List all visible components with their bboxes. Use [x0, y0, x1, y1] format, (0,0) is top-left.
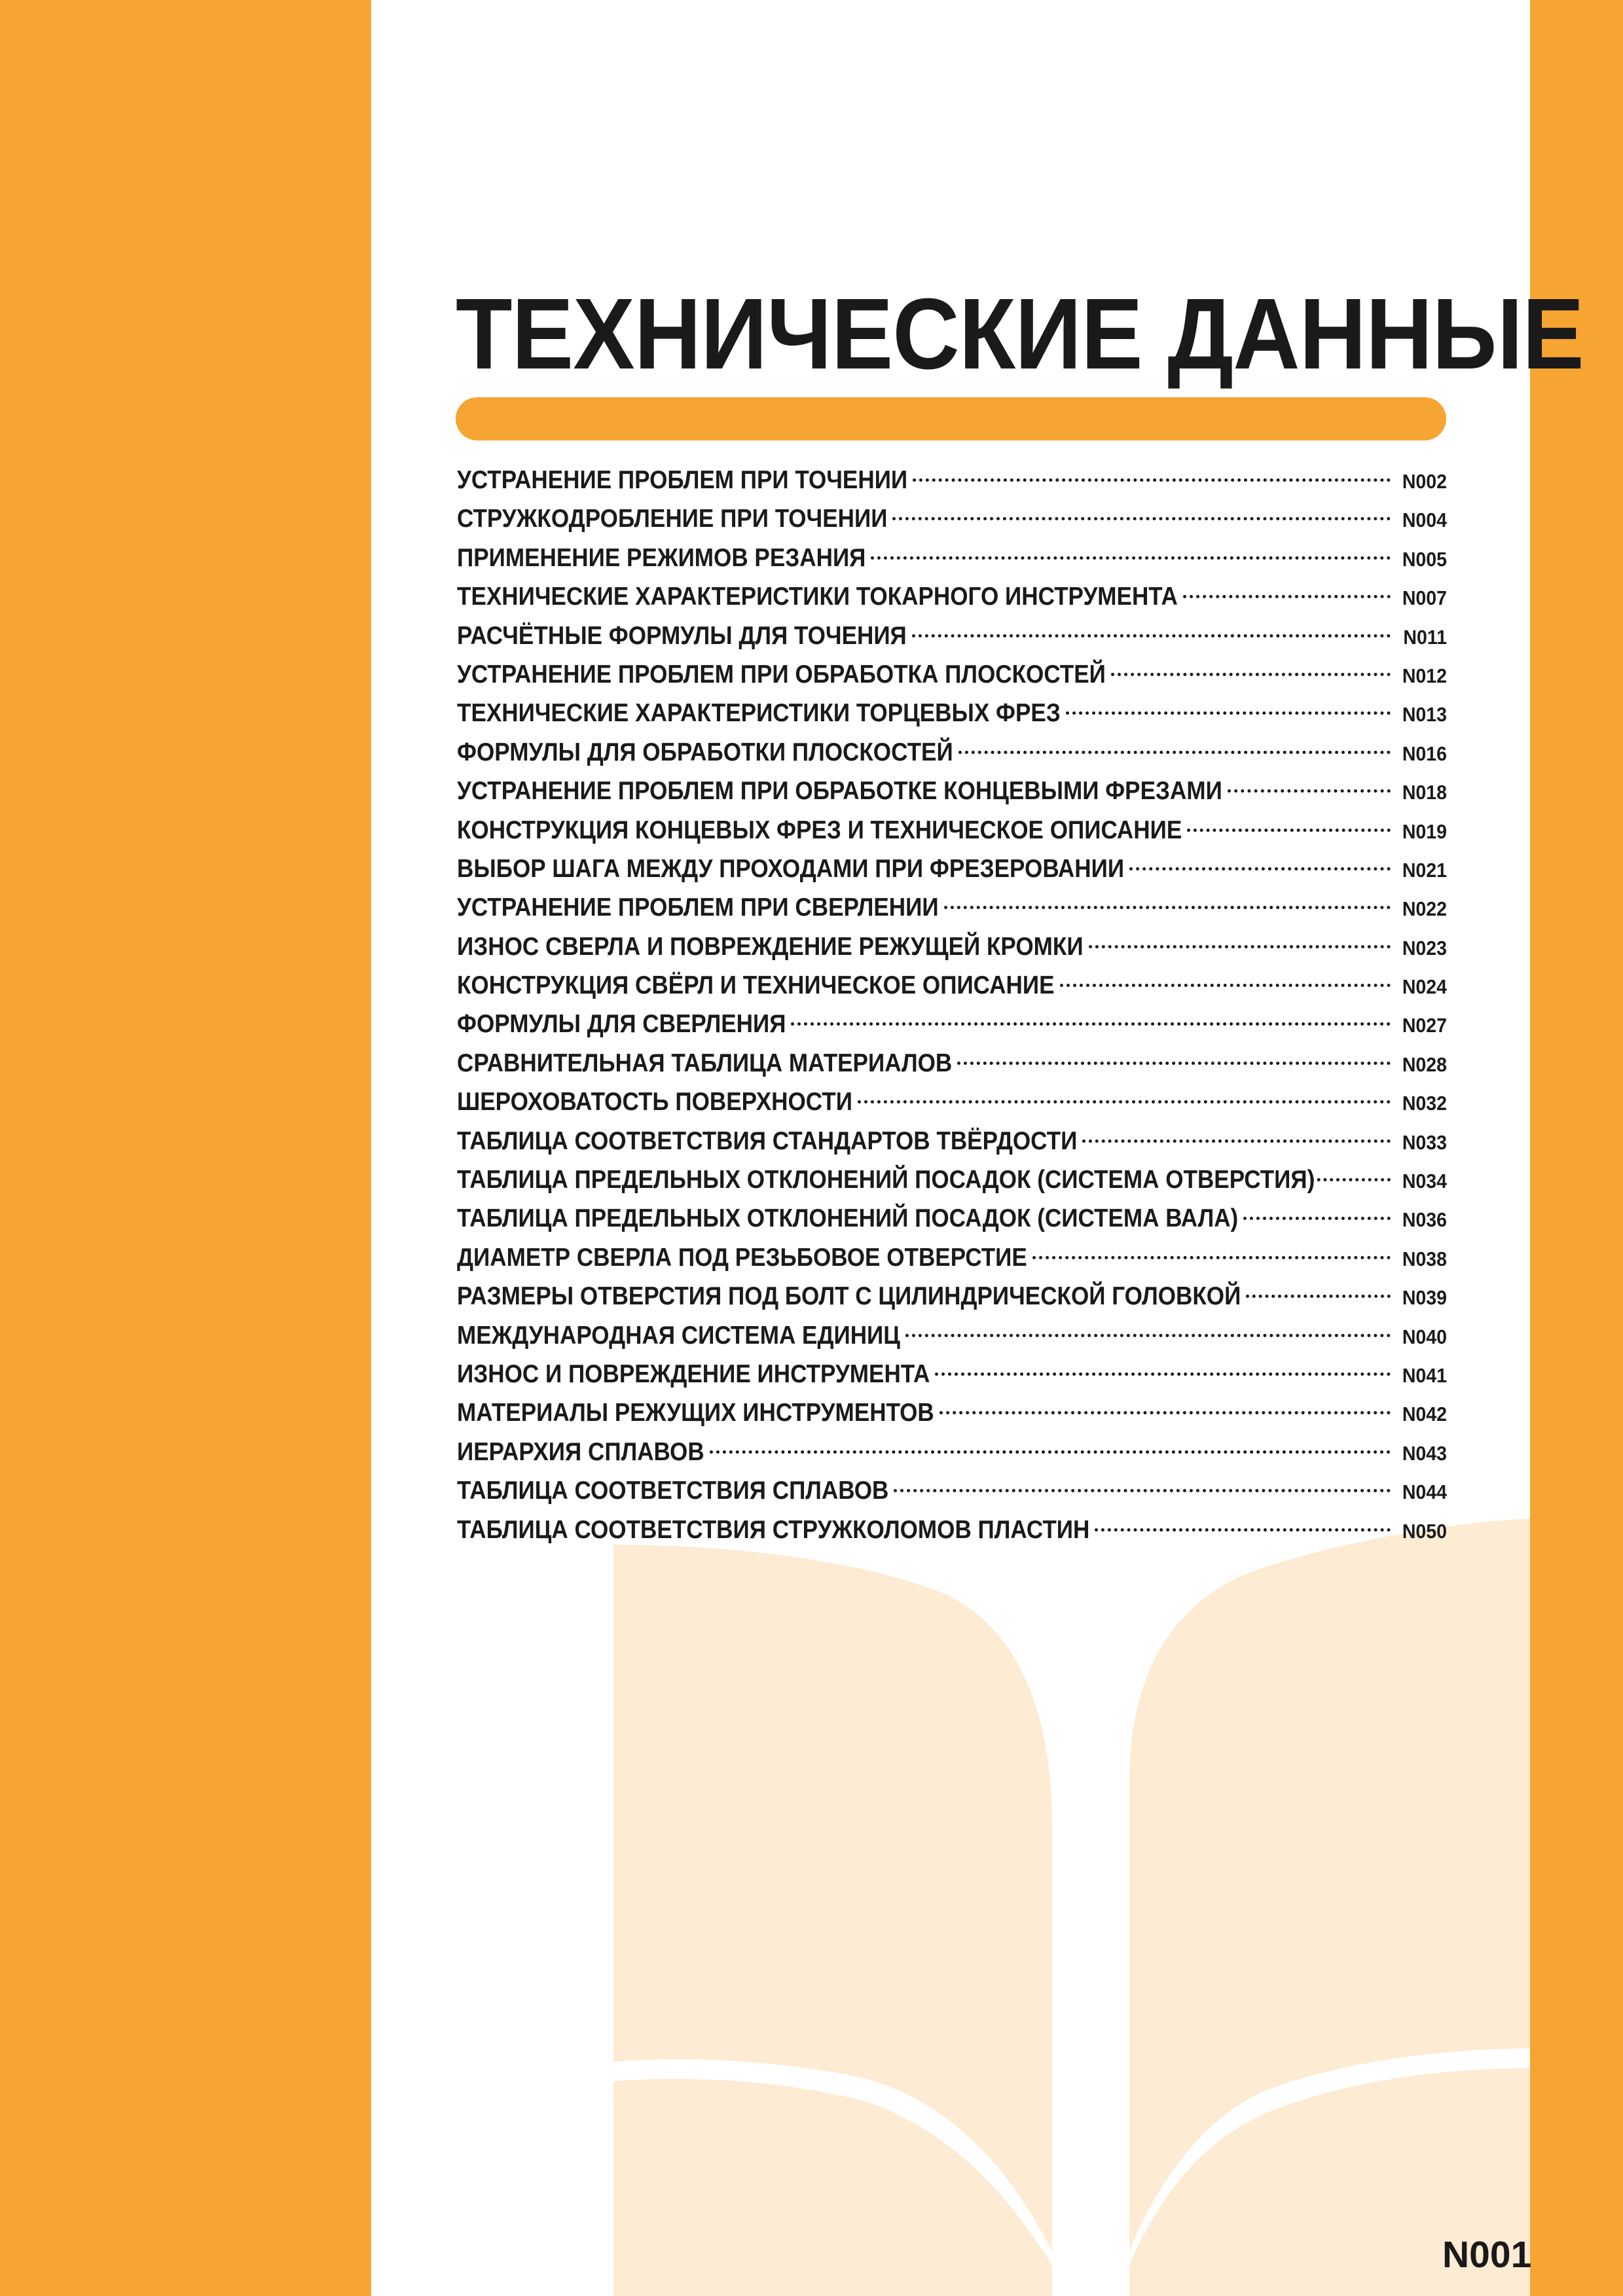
toc-entry[interactable] — [457, 1355, 1447, 1393]
book-gutter — [1052, 1505, 1129, 2296]
toc-entry-page: N002 — [1402, 470, 1447, 493]
toc-entry[interactable] — [457, 539, 1447, 577]
toc-dot-leader — [958, 751, 1391, 754]
toc-entry-page: N024 — [1402, 975, 1447, 999]
left-accent-bar — [0, 0, 371, 2296]
toc-entry[interactable] — [457, 499, 1447, 538]
toc-entry-label: ПРИМЕНЕНИЕ РЕЖИМОВ РЕЗАНИЯ — [457, 543, 866, 572]
toc-entry[interactable] — [457, 1277, 1447, 1316]
toc-entry-page: N032 — [1402, 1092, 1447, 1115]
toc-entry-label: УСТРАНЕНИЕ ПРОБЛЕМ ПРИ ТОЧЕНИИ — [457, 466, 908, 494]
toc-dot-leader — [871, 556, 1391, 560]
toc-entry[interactable] — [457, 461, 1447, 499]
toc-entry-page: N036 — [1402, 1208, 1447, 1232]
toc-entry-label: ТАБЛИЦА СООТВЕТСТВИЯ СТРУЖКОЛОМОВ ПЛАСТИН — [457, 1515, 1090, 1544]
toc-dot-leader — [912, 634, 1391, 637]
toc-entry-label: ТАБЛИЦА ПРЕДЕЛЬНЫХ ОТКЛОНЕНИЙ ПОСАДОК (СИСТЕМА ВАЛА) — [457, 1204, 1239, 1233]
toc-entry[interactable] — [457, 1044, 1447, 1083]
toc-entry-label: СРАВНИТЕЛЬНАЯ ТАБЛИЦА МАТЕРИАЛОВ — [457, 1049, 953, 1077]
toc-dot-leader — [1032, 1256, 1391, 1259]
toc-entry-page: N012 — [1402, 664, 1447, 687]
toc-entry-label: РАЗМЕРЫ ОТВЕРСТИЯ ПОД БОЛТ С ЦИЛИНДРИЧЕСКОЙ ГОЛОВКОЙ — [457, 1282, 1241, 1311]
toc-entry[interactable] — [457, 1393, 1447, 1432]
toc-dot-leader — [1111, 673, 1391, 676]
toc-entry-page: N041 — [1402, 1363, 1447, 1387]
toc-dot-leader — [944, 906, 1391, 909]
toc-entry[interactable] — [457, 850, 1447, 888]
toc-entry-label: УСТРАНЕНИЕ ПРОБЛЕМ ПРИ ОБРАБОТКА ПЛОСКОСТЕЙ — [457, 660, 1106, 689]
toc-dot-leader — [1243, 1217, 1391, 1220]
toc-entry[interactable] — [457, 1083, 1447, 1121]
toc-entry[interactable] — [457, 927, 1447, 966]
table-of-contents — [457, 461, 1447, 1549]
toc-entry[interactable] — [457, 655, 1447, 694]
toc-entry[interactable] — [457, 733, 1447, 772]
toc-entry-page: N021 — [1402, 858, 1447, 882]
toc-entry-page: N043 — [1402, 1441, 1447, 1465]
toc-entry-page: N016 — [1402, 742, 1447, 765]
toc-entry[interactable] — [457, 694, 1447, 732]
toc-entry[interactable] — [457, 1511, 1447, 1549]
toc-entry-label: УСТРАНЕНИЕ ПРОБЛЕМ ПРИ ОБРАБОТКЕ КОНЦЕВЫМИ ФРЕЗАМИ — [457, 777, 1222, 806]
toc-dot-leader — [913, 478, 1391, 482]
toc-entry-label: ИЗНОС СВЕРЛА И ПОВРЕЖДЕНИЕ РЕЖУЩЕЙ КРОМКИ — [457, 932, 1084, 961]
toc-entry-page: N038 — [1402, 1247, 1447, 1270]
toc-entry-page: N040 — [1402, 1325, 1447, 1348]
toc-dot-leader — [1187, 829, 1391, 832]
toc-entry-page: N022 — [1402, 897, 1447, 921]
toc-entry-label: МЕЖДУНАРОДНАЯ СИСТЕМА ЕДИНИЦ — [457, 1321, 900, 1350]
toc-entry-page: N050 — [1402, 1519, 1447, 1543]
title-underline-bar — [456, 397, 1446, 440]
toc-entry-label: ТАБЛИЦА СООТВЕТСТВИЯ СПЛАВОВ — [457, 1477, 889, 1505]
toc-entry-page: N005 — [1402, 547, 1447, 571]
toc-dot-leader — [1089, 945, 1391, 948]
toc-entry-page: N019 — [1402, 819, 1447, 843]
toc-entry[interactable] — [457, 888, 1447, 927]
toc-entry-page: N042 — [1402, 1403, 1447, 1426]
toc-entry-page: N028 — [1402, 1052, 1447, 1076]
toc-entry-page: N023 — [1402, 936, 1447, 960]
toc-entry-page: N033 — [1402, 1130, 1447, 1154]
toc-entry-label: КОНСТРУКЦИЯ КОНЦЕВЫХ ФРЕЗ И ТЕХНИЧЕСКОЕ ОПИСАНИЕ — [457, 816, 1182, 844]
toc-entry-page: N027 — [1402, 1014, 1447, 1037]
toc-dot-leader — [939, 1411, 1391, 1414]
toc-entry-label: ШЕРОХОВАТОСТЬ ПОВЕРХНОСТИ — [457, 1088, 852, 1117]
toc-entry-page: N013 — [1402, 703, 1447, 726]
toc-dot-leader — [905, 1334, 1391, 1337]
toc-dot-leader — [892, 517, 1391, 520]
toc-entry-page: N011 — [1403, 625, 1447, 649]
toc-dot-leader — [1228, 789, 1391, 793]
toc-entry[interactable] — [457, 1433, 1447, 1471]
toc-dot-leader — [1246, 1295, 1391, 1298]
toc-entry[interactable] — [457, 1316, 1447, 1355]
toc-entry-label: КОНСТРУКЦИЯ СВЁРЛ И ТЕХНИЧЕСКОЕ ОПИСАНИЕ — [457, 971, 1055, 1000]
toc-entry[interactable] — [457, 1199, 1447, 1238]
toc-dot-leader — [1060, 984, 1391, 987]
toc-entry-label: ИЗНОС И ПОВРЕЖДЕНИЕ ИНСТРУМЕНТА — [457, 1359, 930, 1388]
toc-dot-leader — [1095, 1528, 1391, 1532]
toc-entry-page: N004 — [1402, 509, 1447, 532]
toc-entry[interactable] — [457, 577, 1447, 616]
toc-dot-leader — [1082, 1139, 1391, 1143]
toc-dot-leader — [894, 1489, 1391, 1492]
toc-dot-leader — [710, 1450, 1391, 1454]
page-title: ТЕХНИЧЕСКИЕ ДАННЫЕ — [456, 278, 1584, 390]
toc-dot-leader — [957, 1062, 1391, 1065]
toc-entry-label: ИЕРАРХИЯ СПЛАВОВ — [457, 1437, 704, 1466]
toc-dot-leader — [791, 1022, 1391, 1026]
book-right-page — [1129, 1518, 1530, 2296]
toc-dot-leader — [1129, 867, 1391, 870]
toc-entry[interactable] — [457, 1005, 1447, 1043]
toc-entry-label: СТРУЖКОДРОБЛЕНИЕ ПРИ ТОЧЕНИИ — [457, 505, 888, 533]
toc-entry-page: N018 — [1402, 781, 1447, 804]
toc-entry-page: N007 — [1402, 586, 1447, 610]
toc-entry[interactable] — [457, 966, 1447, 1005]
toc-entry[interactable] — [457, 1122, 1447, 1160]
toc-entry-label: РАСЧЁТНЫЕ ФОРМУЛЫ ДЛЯ ТОЧЕНИЯ — [457, 621, 907, 650]
toc-entry-label: УСТРАНЕНИЕ ПРОБЛЕМ ПРИ СВЕРЛЕНИИ — [457, 893, 939, 922]
toc-entry-label: ФОРМУЛЫ ДЛЯ ОБРАБОТКИ ПЛОСКОСТЕЙ — [457, 738, 953, 766]
toc-entry-label: ТЕХНИЧЕСКИЕ ХАРАКТЕРИСТИКИ ТОРЦЕВЫХ ФРЕЗ — [457, 699, 1061, 728]
toc-entry-label: МАТЕРИАЛЫ РЕЖУЩИХ ИНСТРУМЕНТОВ — [457, 1399, 934, 1427]
toc-entry[interactable] — [457, 1471, 1447, 1510]
toc-dot-leader — [1183, 595, 1391, 598]
toc-entry[interactable] — [457, 1238, 1447, 1277]
toc-dot-leader — [858, 1100, 1391, 1103]
toc-entry-page: N039 — [1402, 1286, 1447, 1310]
toc-dot-leader — [1066, 711, 1391, 715]
toc-entry-label: ВЫБОР ШАГА МЕЖДУ ПРОХОДАМИ ПРИ ФРЕЗЕРОВАНИИ — [457, 854, 1125, 883]
toc-entry-label: ТАБЛИЦА ПРЕДЕЛЬНЫХ ОТКЛОНЕНИЙ ПОСАДОК (СИСТЕМА ОТВЕРСТИЯ) — [457, 1166, 1315, 1194]
toc-entry[interactable] — [457, 1160, 1447, 1199]
toc-dot-leader — [1311, 1178, 1391, 1181]
toc-entry-label: ФОРМУЛЫ ДЛЯ СВЕРЛЕНИЯ — [457, 1010, 786, 1039]
toc-entry[interactable] — [457, 772, 1447, 810]
toc-entry-label: ДИАМЕТР СВЕРЛА ПОД РЕЗЬБОВОЕ ОТВЕРСТИЕ — [457, 1243, 1027, 1272]
toc-entry[interactable] — [457, 617, 1447, 655]
toc-entry-label: ТАБЛИЦА СООТВЕТСТВИЯ СТАНДАРТОВ ТВЁРДОСТИ — [457, 1126, 1078, 1155]
toc-entry-page: N044 — [1402, 1480, 1447, 1504]
toc-entry[interactable] — [457, 811, 1447, 850]
toc-dot-leader — [935, 1372, 1391, 1376]
page-number: N001 — [1442, 2234, 1532, 2276]
toc-entry-label: ТЕХНИЧЕСКИЕ ХАРАКТЕРИСТИКИ ТОКАРНОГО ИНСТРУМЕНТА — [457, 583, 1178, 611]
toc-entry-page: N034 — [1402, 1170, 1447, 1193]
